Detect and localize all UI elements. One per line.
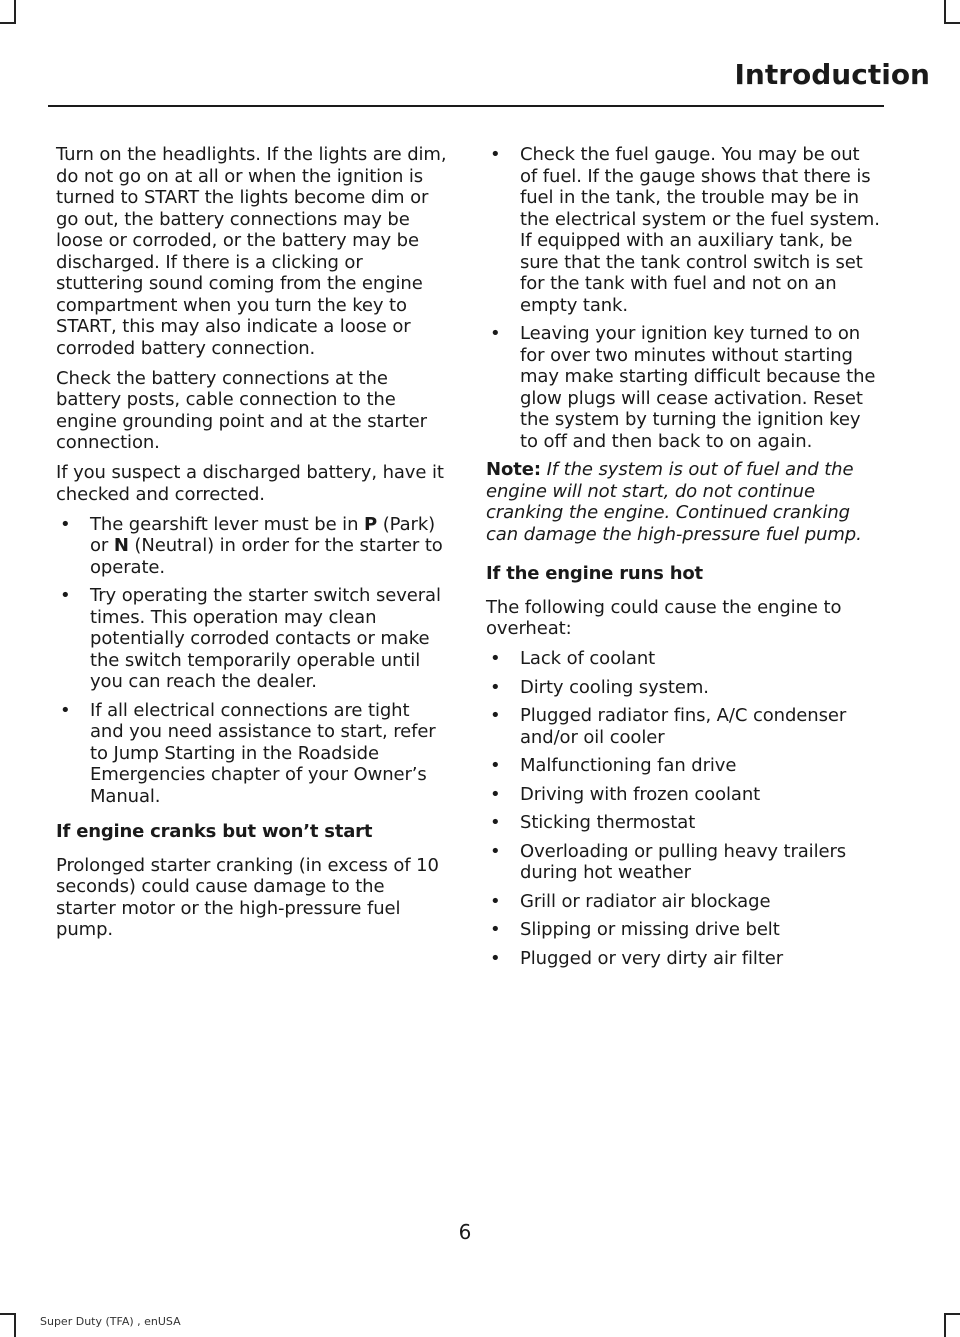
list-item	[486, 919, 880, 941]
cause-text: Driving with frozen coolant	[520, 783, 761, 805]
bullet-text: (Park) or	[90, 513, 436, 556]
bullet-mark: •	[60, 513, 71, 535]
crop-mark-bottom-left-v	[14, 1313, 16, 1337]
bullet-mark: •	[60, 699, 71, 721]
list-item	[486, 948, 880, 970]
note-label: Note:	[486, 459, 541, 480]
list-item	[486, 755, 880, 777]
list-item	[486, 841, 880, 884]
right-column	[486, 144, 880, 976]
fuel-checklist	[486, 144, 880, 452]
paragraph-battery-connections: Check the battery connections at the battery posts, cable connection to the engine grounding point and at the starter connection.	[56, 367, 427, 453]
cause-text: Slipping or missing drive belt	[520, 919, 780, 940]
list-item	[56, 700, 448, 808]
page-title: Introduction	[734, 58, 930, 91]
bullet-text: Leaving your ignition key turned to on for over two minutes without starting may make starting difficult because the glow plugs will cease activation. Reset the system by turning the ignition key to off and then back to on again.	[520, 323, 876, 452]
bullet-mark: •	[490, 783, 501, 805]
paragraph-discharged-battery: If you suspect a discharged battery, have it checked and corrected.	[56, 462, 444, 505]
section-heading-cranks-no-start: If engine cranks but won’t start	[56, 821, 373, 842]
bullet-text: Check the fuel gauge. You may be out of fuel. If the gauge shows that there is fuel in the tank, the trouble may be in the electrical system or the fuel system. If equipped with an auxiliary tank, be sure that the tank control switch is set for the tank with fuel and not on an empty tank.	[520, 144, 880, 316]
bullet-text: Try operating the starter switch several times. This operation may clean potentially corroded contacts or make the switch temporarily operable until you can reach the dealer.	[90, 585, 441, 692]
paragraph-prolonged-cranking: Prolonged starter cranking (in excess of 10 seconds) could cause damage to the starter motor or the high-pressure fuel pump.	[56, 854, 439, 940]
bullet-mark: •	[490, 840, 501, 862]
crop-mark-bottom-left-h	[0, 1313, 16, 1315]
bullet-text: The gearshift lever must be in	[90, 513, 364, 535]
list-item	[486, 705, 880, 748]
bullet-mark: •	[490, 890, 501, 912]
bullet-mark: •	[490, 755, 501, 776]
list-item	[56, 585, 448, 693]
cause-text: Sticking thermostat	[520, 812, 696, 833]
battery-checklist	[56, 514, 448, 808]
crop-mark-top-right-h	[944, 22, 960, 24]
cause-text: Plugged or very dirty air filter	[520, 947, 784, 969]
list-item	[486, 648, 880, 670]
paragraph-headlights: Turn on the headlights. If the lights are dim, do not go on at all or when the ignition is turned to START the lights become dim or go out, the battery connections may be loose or corroded, or the battery may be discharged. If there is a clicking or stuttering sound coming from the engine compartment when you turn the key to START, this may also indicate a loose or corroded battery connection.	[56, 144, 447, 359]
bullet-mark: •	[490, 323, 501, 344]
note	[486, 459, 880, 545]
list-item	[486, 677, 880, 699]
section-heading-engine-runs-hot: If the engine runs hot	[486, 563, 703, 584]
bullet-mark: •	[490, 144, 501, 165]
list-item	[486, 891, 880, 913]
note-text: If the system is out of fuel and the engine will not start, do not continue cranking the engine. Continued cranking can damage the high-pressure fuel pump.	[486, 459, 862, 545]
bullet-text: (Neutral) in order for the starter to operate.	[90, 535, 443, 578]
page-number: 6	[458, 1220, 472, 1244]
cause-text: Plugged radiator fins, A/C condenser and/or oil cooler	[520, 705, 847, 748]
list-item	[486, 323, 880, 452]
overheat-causes-list	[486, 648, 880, 969]
crop-mark-bottom-right-h	[944, 1313, 960, 1315]
bullet-mark: •	[490, 705, 501, 726]
bullet-mark: •	[490, 812, 501, 833]
park-label: P	[364, 513, 378, 535]
cause-text: Dirty cooling system.	[520, 676, 709, 698]
bullet-mark: •	[490, 676, 501, 698]
bullet-mark: •	[490, 919, 501, 940]
crop-mark-top-right-v	[944, 0, 946, 24]
cause-text: Overloading or pulling heavy trailers during hot weather	[520, 840, 847, 883]
cause-text: Malfunctioning fan drive	[520, 755, 737, 776]
list-item	[486, 812, 880, 834]
crop-mark-bottom-right-v	[944, 1313, 946, 1337]
paragraph-overheat-intro: The following could cause the engine to overheat:	[486, 596, 842, 639]
left-column	[56, 144, 448, 949]
list-item	[56, 514, 448, 579]
cause-text: Lack of coolant	[520, 648, 656, 669]
header-divider	[48, 105, 884, 107]
bullet-mark: •	[60, 585, 71, 606]
crop-mark-top-left-h	[0, 22, 16, 24]
bullet-text: If all electrical connections are tight and you need assistance to start, refer to Jump Starting in the Roadside Emergencies chapter of your Owner’s Manual.	[90, 699, 436, 807]
list-item	[486, 144, 880, 316]
bullet-mark: •	[490, 947, 501, 969]
bullet-mark: •	[490, 648, 501, 669]
list-item	[486, 784, 880, 806]
footer-model-info: Super Duty (TFA) , enUSA	[40, 1315, 181, 1328]
neutral-label: N	[113, 535, 129, 556]
crop-mark-top-left-v	[14, 0, 16, 24]
cause-text: Grill or radiator air blockage	[520, 890, 771, 912]
